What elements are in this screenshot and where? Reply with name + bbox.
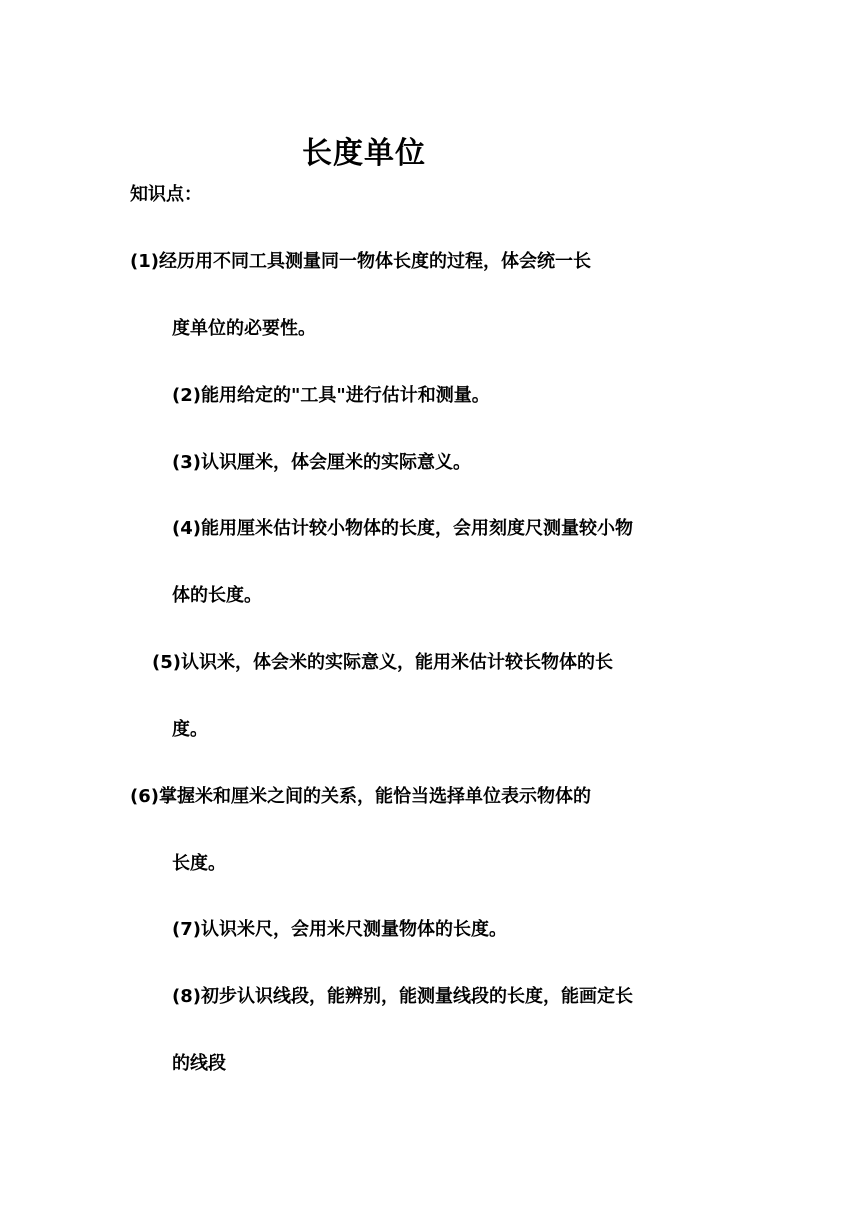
knowledge-point-5-continued: 度。: [172, 719, 208, 740]
knowledge-point-6: (6)掌握米和厘米之间的关系，能恰当选择单位表示物体的: [130, 786, 591, 807]
knowledge-point-1-continued: 度单位的必要性。: [172, 318, 316, 339]
knowledge-point-1: (1)经历用不同工具测量同一物体长度的过程，体会统一长: [130, 251, 591, 272]
knowledge-point-3: (3)认识厘米，体会厘米的实际意义。: [172, 452, 471, 473]
knowledge-point-8-continued: 的线段: [172, 1053, 226, 1074]
knowledge-point-4: (4)能用厘米估计较小物体的长度，会用刻度尺测量较小物: [172, 518, 633, 539]
knowledge-point-4-continued: 体的长度。: [172, 585, 262, 606]
intro-label: 知识点：: [130, 184, 202, 205]
knowledge-point-2: (2)能用给定的"工具"进行估计和测量。: [172, 385, 490, 406]
knowledge-point-7: (7)认识米尺，会用米尺测量物体的长度。: [172, 919, 507, 940]
document-title: 长度单位: [302, 136, 426, 171]
knowledge-point-5: (5)认识米，体会米的实际意义，能用米估计较长物体的长: [152, 652, 613, 673]
knowledge-point-8: (8)初步认识线段，能辨别，能测量线段的长度，能画定长: [172, 986, 633, 1007]
knowledge-point-6-continued: 长度。: [172, 853, 226, 874]
